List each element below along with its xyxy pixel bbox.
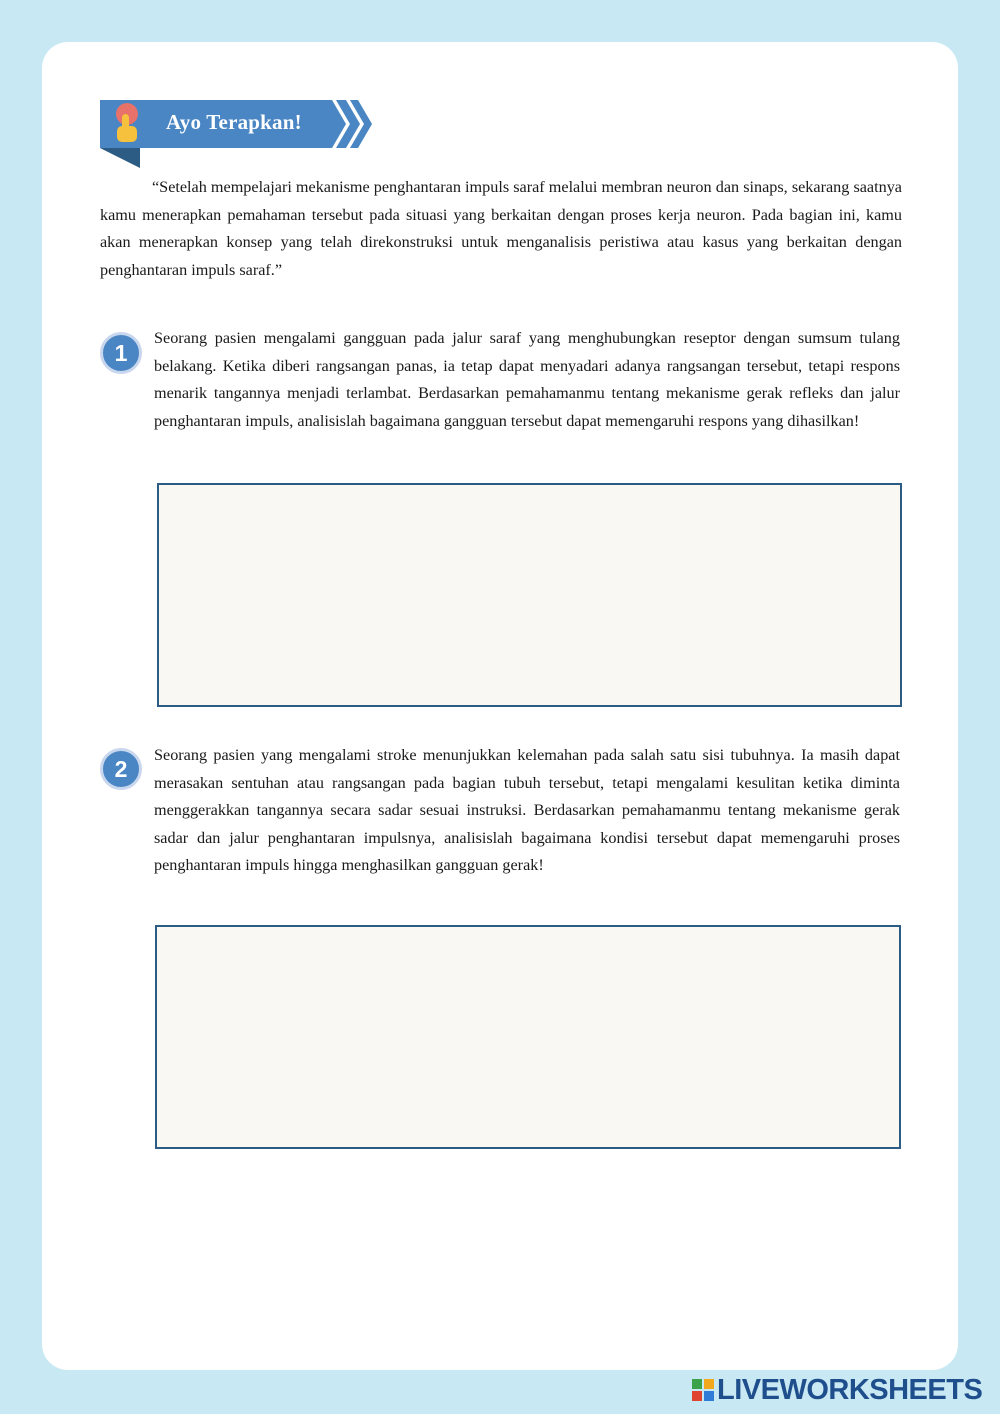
liveworksheets-brand-text: LIVEWORKSHEETS <box>717 1373 983 1406</box>
intro-paragraph: “Setelah mempelajari mekanisme penghantaran impuls saraf melalui membran neuron dan sinaps, sekarang saatnya kamu menerapkan pemahaman tersebut pada situasi yang berkaitan dengan proses kerja neuron. Pada bagian ini, kamu akan menerapkan konsep yang telah direkonstruksi untuk menganalisis peristiwa atau kasus yang berkaitan dengan penghantaran impuls saraf.” <box>100 178 902 279</box>
section-title: Ayo Terapkan! <box>166 110 302 134</box>
question-1-text: Seorang pasien mengalami gangguan pada jalur saraf yang menghubungkan reseptor dengan sumsum tulang belakang. Ketika diberi rangsangan panas, ia tetap dapat menyadari adanya rangsangan tersebut, tetapi respons menarik tangannya menjadi terlambat. Berdasarkan pemahamanmu tentang mekanisme gerak refleks dan jalur penghantaran impuls, analisislah bagaimana gangguan tersebut dapat memengaruhi respons yang dihasilkan! <box>154 329 900 430</box>
question-2-text: Seorang pasien yang mengalami stroke menunjukkan kelemahan pada salah satu sisi tubuhnya. Ia masih dapat merasakan sentuhan atau rangsangan pada bagian tubuh tersebut, tetapi mengalami kesulitan ketika diminta menggerakkan tangannya secara sadar sesuai instruksi. Berdasarkan pemahamanmu tentang mekanisme gerak sadar dan jalur penghantaran impulsnya, analisislah bagaimana kondisi tersebut dapat memengaruhi proses penghantaran impuls hingga menghasilkan gangguan gerak! <box>154 746 900 875</box>
question-1-answer-box[interactable] <box>157 483 902 707</box>
question-2-number-badge: 2 <box>100 748 142 790</box>
question-1-number-badge: 1 <box>100 332 142 374</box>
liveworksheets-logo-icon <box>692 1379 714 1401</box>
liveworksheets-logo <box>692 1373 982 1407</box>
question-2-answer-box[interactable] <box>155 925 901 1149</box>
